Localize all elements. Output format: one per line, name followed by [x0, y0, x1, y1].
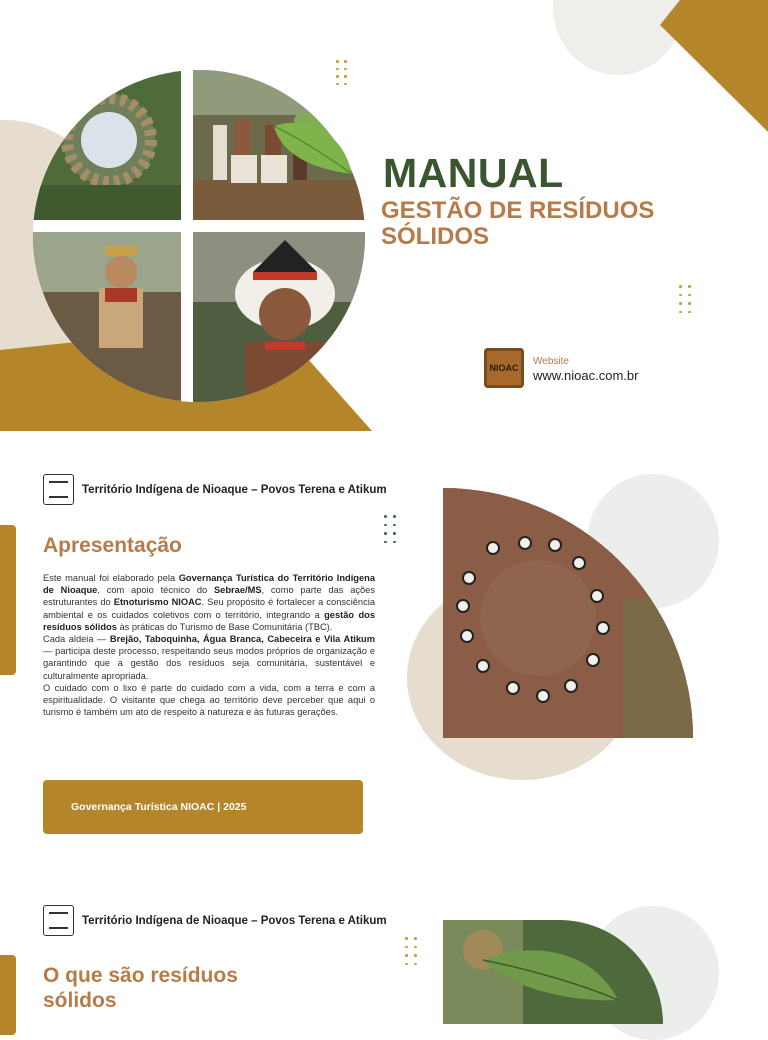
section1-paragraph-1-run: às práticas do Turismo de Base Comunitária (TBC). — [116, 621, 333, 632]
section2-header-text: Território Indígena de Nioaque – Povos Terena e Atikum — [82, 914, 387, 927]
photo-elder-feather-headdress — [193, 232, 365, 402]
section1-paragraph-1-run: . Seu propósito é fortalecer a consciência ambiental e os cuidados coletivos com o território, integrando a — [43, 597, 375, 620]
dot-pattern-cover-right — [679, 285, 691, 313]
website-link[interactable]: www.nioac.com.br — [533, 368, 639, 383]
dot-pattern-section1 — [384, 515, 396, 543]
cover-gold-triangle — [660, 0, 768, 132]
territory-logo-icon — [43, 905, 74, 936]
territory-logo-icon — [43, 474, 74, 505]
section1-paragraph-1-run: Governança Turística do Território Indígena de Nioaque — [43, 573, 375, 596]
section2-title — [43, 963, 238, 1013]
dot-pattern-cover-top — [336, 60, 347, 85]
left-accent-bar-1 — [0, 525, 16, 675]
section2-header — [43, 905, 387, 936]
nioac-logo-text: NIOAC — [489, 363, 519, 373]
section1-paragraph-1-run: gestão dos resíduos sólidos — [43, 609, 375, 632]
website-label: Website — [533, 356, 569, 367]
section1-paragraph-3-run: O cuidado com o lixo é parte do cuidado com a vida, com a terra e com a espiritualidade. O visitante que chega ao território deve perceber que aqui o turismo é também um ato de respeito à natureza e às futuras gerações. — [43, 682, 375, 718]
section1-paragraph-1-run: Sebrae/MS — [213, 585, 262, 596]
collage-gap-horizontal — [33, 220, 365, 232]
section1-paragraph-2-run: Brejão, Taboquinha, Água Branca, Cabeceira e Vila Atikum — [109, 634, 375, 645]
section1-paragraph-1-run: , como parte das ações estruturantes do — [43, 585, 376, 608]
section1-banner — [43, 780, 363, 834]
dot-pattern-section2 — [405, 937, 417, 965]
left-accent-bar-2 — [0, 955, 16, 1035]
section2-title-line1: O que são resíduos — [43, 964, 238, 987]
photo-dancers-circle-top — [33, 70, 181, 220]
cover-subtitle-line1: GESTÃO DE RESÍDUOS — [381, 197, 655, 224]
section1-header-text: Território Indígena de Nioaque – Povos Terena e Atikum — [82, 483, 387, 496]
cover-subtitle-line2: SÓLIDOS — [381, 223, 490, 250]
section2-title-line2: sólidos — [43, 989, 117, 1012]
section1-paragraph-1-run: , com apoio técnico do — [97, 585, 214, 596]
section1-paragraph-1 — [43, 572, 375, 633]
section1-paragraph-2-run: Cada aldeia — — [43, 634, 110, 645]
section1-title: Apresentação — [43, 534, 182, 557]
section1-body — [43, 572, 375, 718]
section1-paragraph-2-run: — participa deste processo, respeitando seus modos próprios de organização e garantindo que a gestão dos resíduos seja comunitária, sustentável e culturalmente apropriada. — [43, 646, 375, 681]
section1-paragraph-1-run: Etnoturismo NIOAC — [113, 597, 202, 608]
section1-paragraph-3 — [43, 682, 375, 719]
section1-banner-text: Governança Turística NIOAC | 2025 — [71, 801, 247, 813]
photo-girl-headdress — [33, 232, 181, 402]
cover-title: MANUAL — [383, 150, 564, 196]
cover-subtitle — [381, 198, 654, 250]
section1-paragraph-1-run: Este manual foi elaborado pela — [43, 573, 179, 583]
collage-gap-vertical — [181, 70, 193, 402]
section1-header — [43, 474, 387, 505]
leaf-icon — [272, 118, 354, 180]
nioac-logo — [484, 348, 524, 388]
section1-paragraph-2 — [43, 633, 375, 682]
